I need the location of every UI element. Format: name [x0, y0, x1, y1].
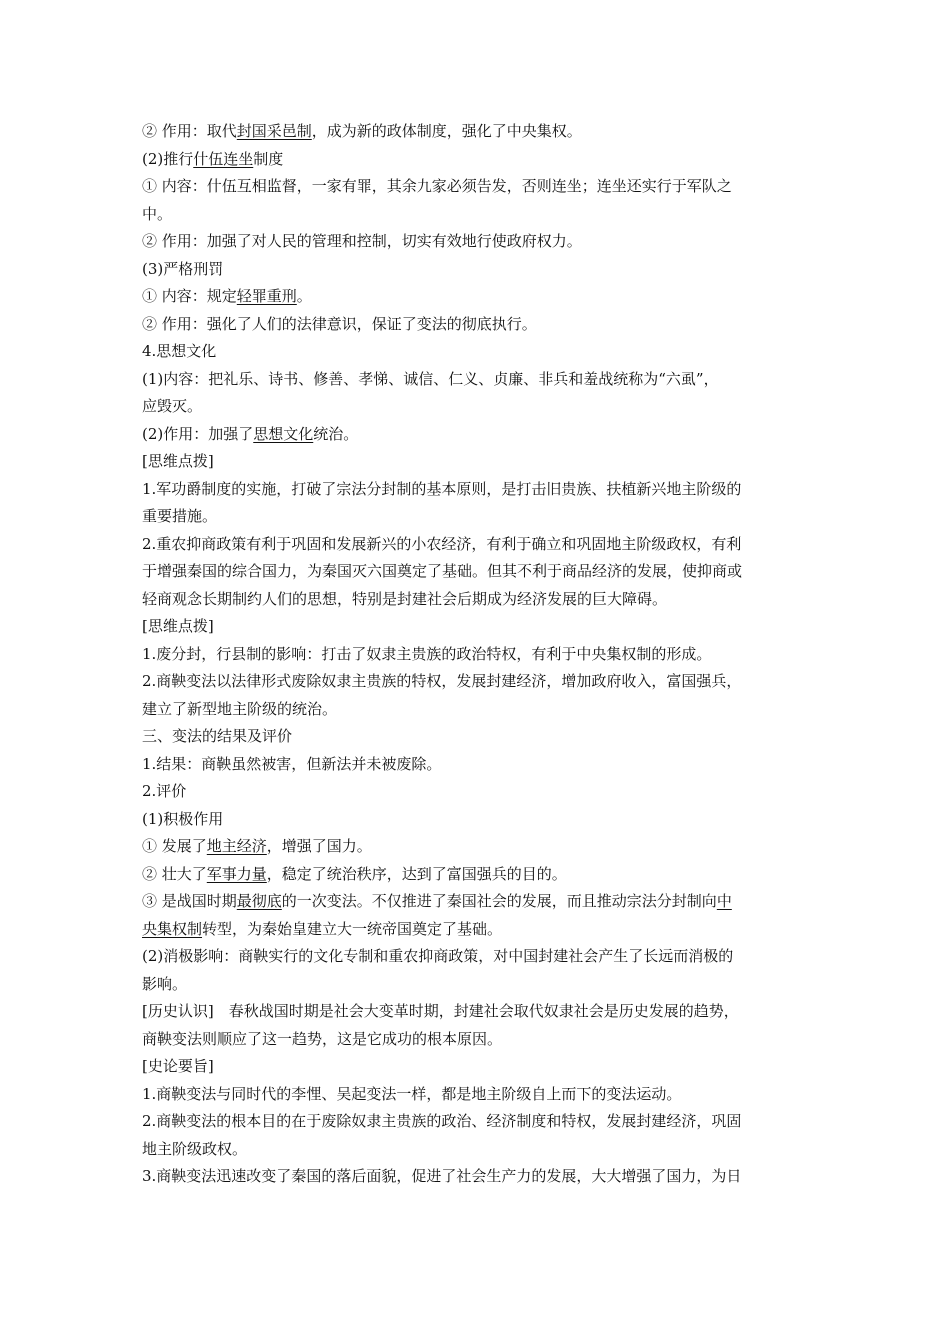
underlined-keyword: 什伍连坐 — [193, 149, 254, 168]
text-segment: (2)推行 — [142, 149, 194, 168]
text-segment: 1.结果：商鞅虽然被害，但新法并未被废除。 — [142, 754, 442, 773]
text-segment: 地主阶级政权。 — [142, 1139, 248, 1158]
text-line — [142, 751, 810, 779]
text-line — [142, 586, 810, 614]
text-segment: ① 内容：什伍互相监督，一家有罪，其余九家必须告发，否则连坐；连坐还实行于军队之 — [142, 177, 732, 195]
underlined-keyword: 中 — [716, 892, 732, 910]
text-segment: ② 壮大了 — [142, 864, 207, 883]
text-line — [142, 256, 810, 284]
text-segment: 3.商鞅变法迅速改变了秦国的落后面貌，促进了社会生产力的发展，大大增强了国力，为日 — [142, 1167, 742, 1185]
text-segment: 转型，为秦始皇建立大一统帝国奠定了基础。 — [202, 919, 503, 938]
text-segment: 1.军功爵制度的实施，打破了宗法分封制的基本原则，是打击旧贵族、扶植新兴地主阶级的 — [142, 479, 742, 498]
text-line — [142, 558, 810, 586]
text-segment: (1)内容：把礼乐、诗书、修善、孝悌、诚信、仁义、贞廉、非兵和羞战统称为“六虱”， — [142, 369, 719, 388]
underlined-keyword: 军事力量 — [206, 864, 267, 883]
text-line — [142, 1081, 810, 1109]
text-segment: 统治。 — [313, 424, 359, 443]
text-segment: 商鞅变法则顺应了这一趋势，这是它成功的根本原因。 — [142, 1029, 503, 1048]
text-segment: 制度 — [253, 149, 284, 168]
text-line — [142, 641, 810, 669]
text-segment: 1.废分封，行县制的影响：打击了奴隶主贵族的政治特权，有利于中央集权制的形成。 — [142, 644, 712, 663]
text-segment: (3)严格刑罚 — [142, 259, 224, 278]
text-segment: 2.评价 — [142, 782, 187, 800]
text-line — [142, 531, 810, 559]
text-line — [142, 118, 810, 146]
underlined-keyword: 地主经济 — [206, 837, 267, 855]
text-segment: [历史认识] 春秋战国时期是社会大变革时期，封建社会取代奴隶社会是历史发展的趋势， — [142, 1002, 739, 1020]
text-segment: (2)消极影响：商鞅实行的文化专制和重农抑商政策，对中国封建社会产生了长远而消极的 — [142, 947, 734, 965]
text-segment: 4.思想文化 — [142, 342, 217, 360]
text-line — [142, 723, 810, 751]
document-body — [142, 118, 810, 1191]
text-line — [142, 998, 810, 1026]
text-segment: [思维点拨] — [142, 452, 214, 470]
text-line — [142, 888, 810, 916]
text-line — [142, 338, 810, 366]
text-line — [142, 311, 810, 339]
text-segment: 1.商鞅变法与同时代的李悝、吴起变法一样，都是地主阶级自上而下的变法运动。 — [142, 1084, 682, 1103]
text-line — [142, 1163, 810, 1191]
text-segment: 于增强秦国的综合国力，为秦国灭六国奠定了基础。但其不利于商品经济的发展，使抑商或 — [142, 562, 743, 580]
text-segment: [史论要旨] — [142, 1057, 214, 1075]
underlined-keyword: 思想文化 — [253, 424, 314, 443]
text-line — [142, 1108, 810, 1136]
text-segment: 三、变法的结果及评价 — [142, 727, 293, 745]
text-line — [142, 1053, 810, 1081]
underlined-keyword: 封国采邑制 — [236, 122, 312, 140]
text-segment: 轻商观念长期制约人们的思想，特别是封建社会后期成为经济发展的巨大障碍。 — [142, 589, 668, 608]
text-line — [142, 833, 810, 861]
text-segment: ② 作用：加强了对人民的管理和控制，切实有效地行使政府权力。 — [142, 232, 582, 250]
text-line — [142, 916, 810, 944]
text-segment: (1)积极作用 — [142, 809, 224, 828]
text-segment: ，稳定了统治秩序，达到了富国强兵的目的。 — [266, 864, 567, 883]
text-line — [142, 696, 810, 724]
text-segment: ，增强了国力。 — [266, 837, 372, 855]
text-line — [142, 448, 810, 476]
text-segment: 的一次变法。不仅推进了秦国社会的发展，而且推动宗法分封制向 — [281, 892, 717, 910]
underlined-keyword: 最彻底 — [236, 892, 282, 910]
text-line — [142, 228, 810, 256]
text-segment: 影响。 — [142, 974, 188, 993]
text-segment: ② 作用：强化了人们的法律意识，保证了变法的彻底执行。 — [142, 314, 537, 333]
text-line — [142, 201, 810, 229]
text-segment: 2.重农抑商政策有利于巩固和发展新兴的小农经济，有利于确立和巩固地主阶级政权，有利 — [142, 534, 742, 553]
text-segment: 。 — [296, 287, 312, 305]
underlined-keyword: 轻罪重刑 — [236, 287, 297, 305]
text-line — [142, 366, 810, 394]
text-line — [142, 1136, 810, 1164]
text-segment: 2.商鞅变法以法律形式废除奴隶主贵族的特权，发展封建经济，增加政府收入，富国强兵， — [142, 672, 742, 690]
text-line — [142, 806, 810, 834]
text-line — [142, 283, 810, 311]
text-segment: ① 内容：规定 — [142, 287, 237, 305]
text-segment: 应毁灭。 — [142, 397, 203, 415]
text-segment: 建立了新型地主阶级的统治。 — [142, 699, 338, 718]
text-line — [142, 668, 810, 696]
text-line — [142, 943, 810, 971]
text-segment: ，成为新的政体制度，强化了中央集权。 — [311, 122, 582, 140]
text-line — [142, 971, 810, 999]
text-line — [142, 476, 810, 504]
text-segment: 中。 — [142, 204, 173, 223]
text-line — [142, 146, 810, 174]
text-segment: (2)作用：加强了 — [142, 424, 254, 443]
underlined-keyword: 央集权制 — [142, 919, 203, 938]
text-segment: ① 发展了 — [142, 837, 207, 855]
text-segment: 2.商鞅变法的根本目的在于废除奴隶主贵族的政治、经济制度和特权，发展封建经济，巩固 — [142, 1112, 742, 1130]
text-line — [142, 613, 810, 641]
text-line — [142, 421, 810, 449]
text-segment: [思维点拨] — [142, 617, 214, 635]
text-line — [142, 503, 810, 531]
text-segment: 重要措施。 — [142, 507, 218, 525]
text-line — [142, 393, 810, 421]
text-line — [142, 778, 810, 806]
text-line — [142, 861, 810, 889]
text-segment: ② 作用：取代 — [142, 122, 237, 140]
text-line — [142, 173, 810, 201]
text-segment: ③ 是战国时期 — [142, 892, 237, 910]
text-line — [142, 1026, 810, 1054]
